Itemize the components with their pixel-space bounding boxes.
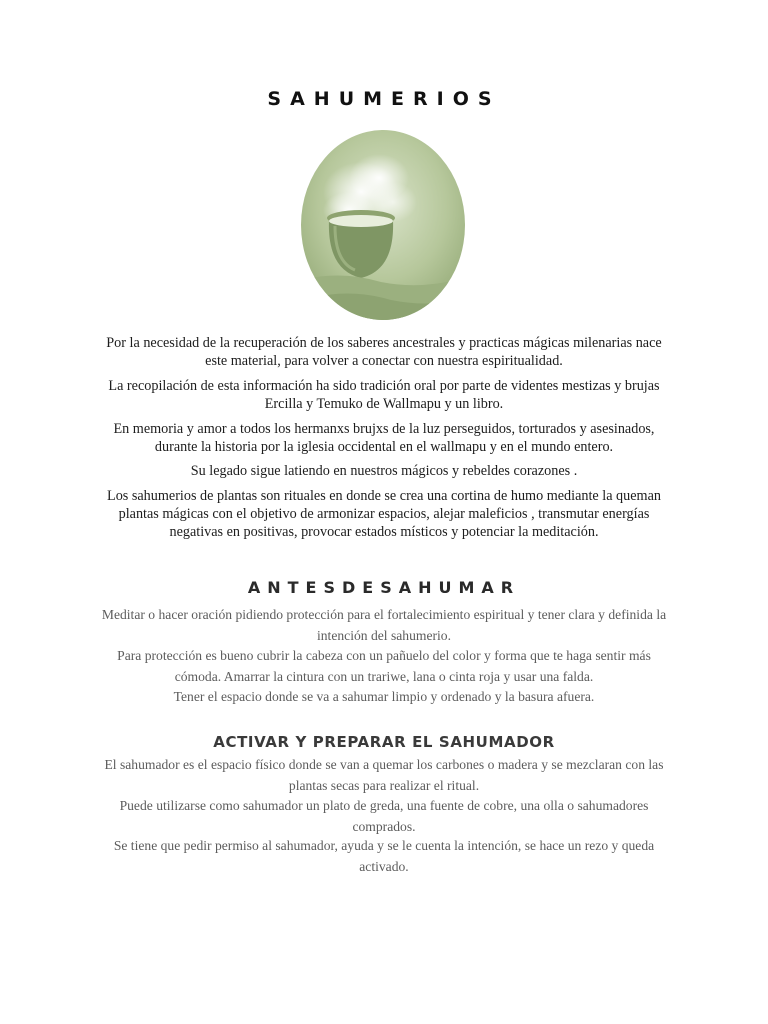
intro-paragraph: La recopilación de esta información ha sido tradición oral por parte de videntes mestizas y brujas Ercilla y Temuko de Wallmapu y un libro. (108, 378, 660, 412)
intro-paragraph: En memoria y amor a todos los hermanxs brujxs de la luz perseguidos, torturados y asesinados, durante la historia por la iglesia occidental en el wallmapu y en el mundo entero. (113, 421, 655, 455)
section-paragraph: Meditar o hacer oración pidiendo protección para el fortalecimiento espiritual y tener clara y definida la intención del sahumerio. (101, 607, 667, 643)
intro-paragraph: Por la necesidad de la recuperación de los saberes ancestrales y practicas mágicas milenarias nace este material, para volver a conectar con nuestra espiritualidad. (106, 335, 662, 369)
section-paragraph: Para protección es bueno cubrir la cabeza con un pañuelo del color y forma que te haga sentir más cómoda. Amarrar la cintura con un trariwe, lana o cinta roja y usar una falda. (117, 648, 651, 684)
section-heading-antes-de-sahumar: ANTESDESAHUMAR (247, 578, 521, 597)
section-paragraph: Tener el espacio donde se va a sahumar limpio y ordenado y la basura afuera. (173, 689, 595, 704)
section-paragraph: Puede utilizarse como sahumador un plato de greda, una fuente de cobre, una olla o sahumadores comprados. (119, 798, 649, 834)
page-title: SAHUMERIOS (267, 88, 501, 110)
section-heading-activar-sahumador: ACTIVAR Y PREPARAR EL SAHUMADOR (213, 733, 555, 751)
intro-paragraph: Los sahumerios de plantas son rituales en donde se crea una cortina de humo mediante la queman plantas mágicas con el objetivo de armonizar espacios, alejar maleficios , transmutar energías negativas en positivas, provocar estados místicos y potenciar la meditación. (107, 488, 661, 540)
section-paragraph: El sahumador es el espacio físico donde se van a quemar los carbones o madera y se mezclaran con las plantas secas para realizar el ritual. (104, 757, 664, 793)
intro-paragraph: Su legado sigue latiendo en nuestros mágicos y rebeldes corazones . (190, 463, 578, 479)
smoking-cauldron-illustration (301, 130, 465, 320)
section-paragraph: Se tiene que pedir permiso al sahumador, ayuda y se le cuenta la intención, se hace un rezo y queda activado. (113, 838, 655, 874)
